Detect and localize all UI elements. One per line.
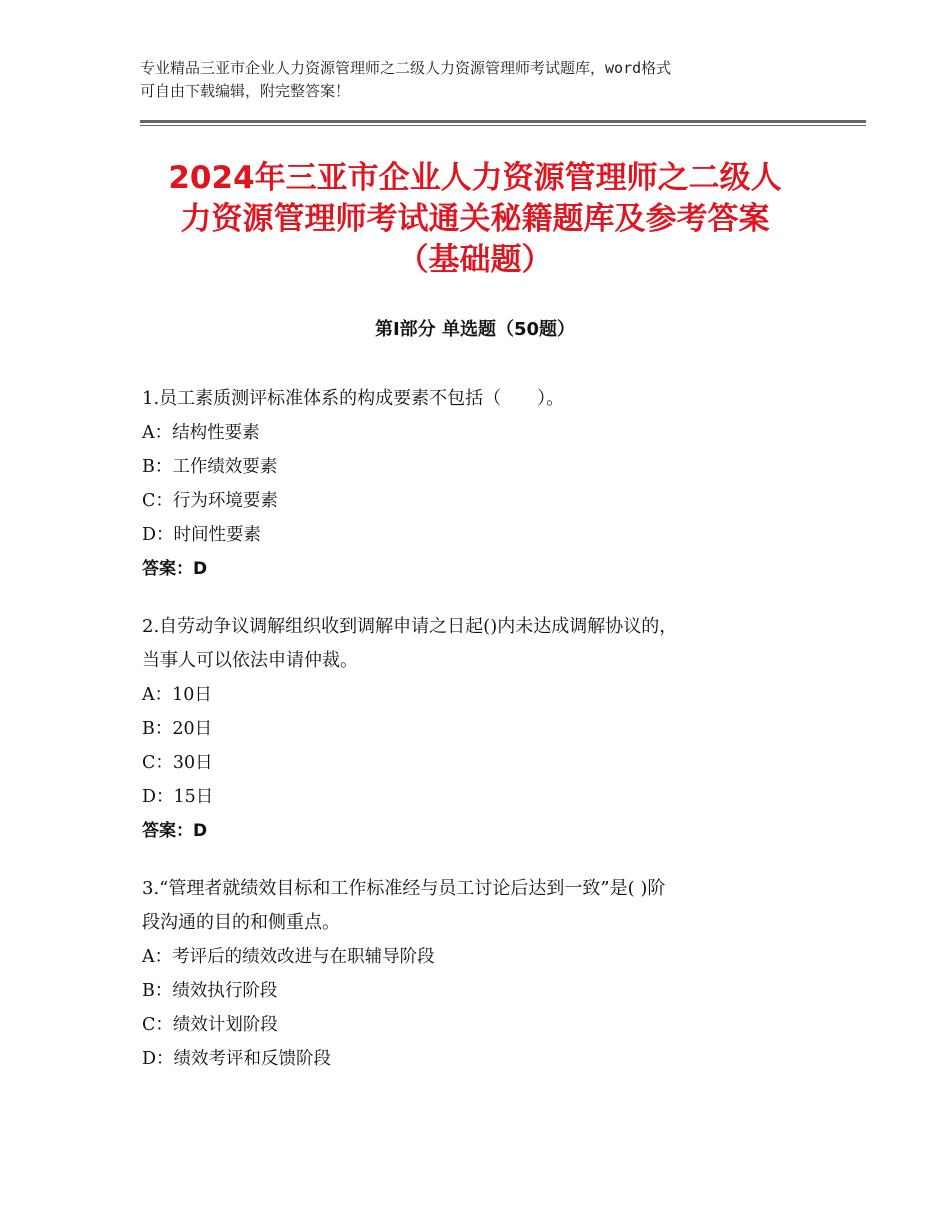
title-line-1: 2024年三亚市企业人力资源管理师之二级人 xyxy=(168,160,782,196)
answer: 答案：D xyxy=(142,821,208,841)
page-header-text xyxy=(140,57,810,103)
option-c: C：绩效计划阶段 xyxy=(142,1015,278,1035)
option-d: D：15日 xyxy=(142,787,214,807)
title-line-3: （基础题） xyxy=(397,242,553,278)
question-2 xyxy=(142,610,812,848)
question-stem: 1.员工素质测评标准体系的构成要素不包括（ ）。 xyxy=(142,388,565,409)
option-c: C：行为环境要素 xyxy=(142,491,278,511)
option-a: A：10日 xyxy=(142,685,212,705)
question-stem-line-1: 3.“管理者就绩效目标和工作标准经与员工讨论后达到一致”是( )阶 xyxy=(142,878,666,899)
title-line-2: 力资源管理师考试通关秘籍题库及参考答案 xyxy=(180,201,770,237)
section-title: 第Ⅰ部分 单选题（50题） xyxy=(374,319,575,340)
option-b: B：20日 xyxy=(142,719,213,739)
question-stem-line-2: 当事人可以依法申请仲裁。 xyxy=(142,650,358,671)
header-divider-thin xyxy=(140,125,866,126)
option-a: A：结构性要素 xyxy=(142,423,260,443)
option-d: D：绩效考评和反馈阶段 xyxy=(142,1049,332,1069)
document-title xyxy=(140,158,810,281)
question-list xyxy=(142,382,812,1100)
header-line-2: 可自由下载编辑，附完整答案！ xyxy=(140,82,351,100)
option-d: D：时间性要素 xyxy=(142,525,262,545)
option-c: C：30日 xyxy=(142,753,213,773)
option-a: A：考评后的绩效改进与在职辅导阶段 xyxy=(142,947,435,967)
question-stem-line-2: 段沟通的目的和侧重点。 xyxy=(142,912,340,933)
answer: 答案：D xyxy=(142,559,208,579)
header-divider-thick xyxy=(140,120,866,123)
question-stem-line-1: 2.自劳动争议调解组织收到调解申请之日起()内未达成调解协议的， xyxy=(142,616,678,637)
question-3 xyxy=(142,872,812,1076)
header-line-1: 专业精品三亚市企业人力资源管理师之二级人力资源管理师考试题库，word格式 xyxy=(140,59,672,77)
option-b: B：工作绩效要素 xyxy=(142,457,278,477)
option-b: B：绩效执行阶段 xyxy=(142,981,278,1001)
question-1 xyxy=(142,382,812,586)
